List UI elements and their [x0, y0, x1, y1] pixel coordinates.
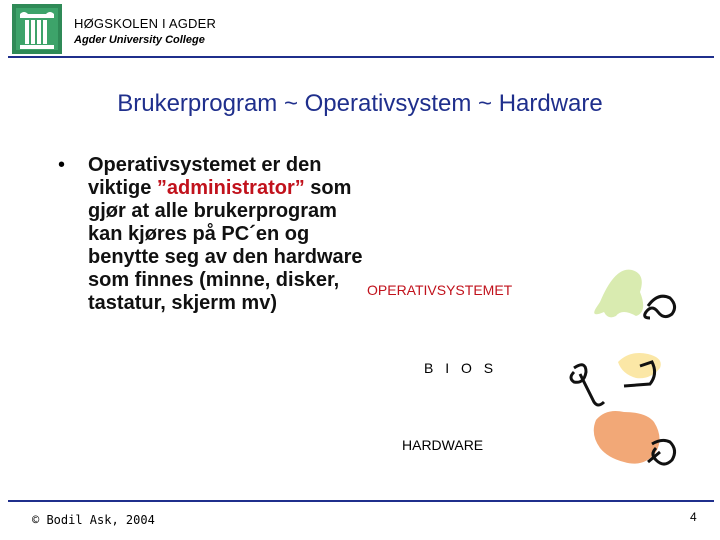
bios-label: B I O S	[424, 360, 498, 376]
layer-illustration	[560, 262, 710, 474]
school-name: HØGSKOLEN I AGDER	[74, 16, 217, 31]
bullet-text	[88, 154, 368, 315]
copyright-text: © Bodil Ask, 2004	[32, 513, 155, 527]
column-logo-icon	[12, 4, 62, 54]
header-divider	[8, 56, 714, 58]
bottom-scribble	[648, 440, 675, 464]
school-subtitle: Agder University College	[74, 34, 205, 46]
bullet-text-part1: Operativsystemet er den viktige	[88, 154, 322, 199]
bottom-blob	[594, 411, 660, 464]
os-label: OPERATIVSYSTEMET	[367, 282, 513, 298]
top-blob	[594, 270, 643, 318]
slide-title: Brukerprogram ~ Operativsystem ~ Hardware	[117, 90, 603, 117]
page-number: 4	[690, 510, 697, 524]
bullet-highlight: ”administrator”	[156, 177, 305, 199]
bullet-marker: •	[58, 154, 66, 176]
top-scribble	[645, 296, 675, 318]
hardware-label: HARDWARE	[402, 437, 484, 453]
footer-divider	[8, 500, 714, 502]
bullet-text-part2: som gjør at alle brukerprogram kan kjøres på PC´en og benytte seg av den hardware som finnes (minne, disker, tastatur, skjerm mv)	[88, 177, 363, 314]
